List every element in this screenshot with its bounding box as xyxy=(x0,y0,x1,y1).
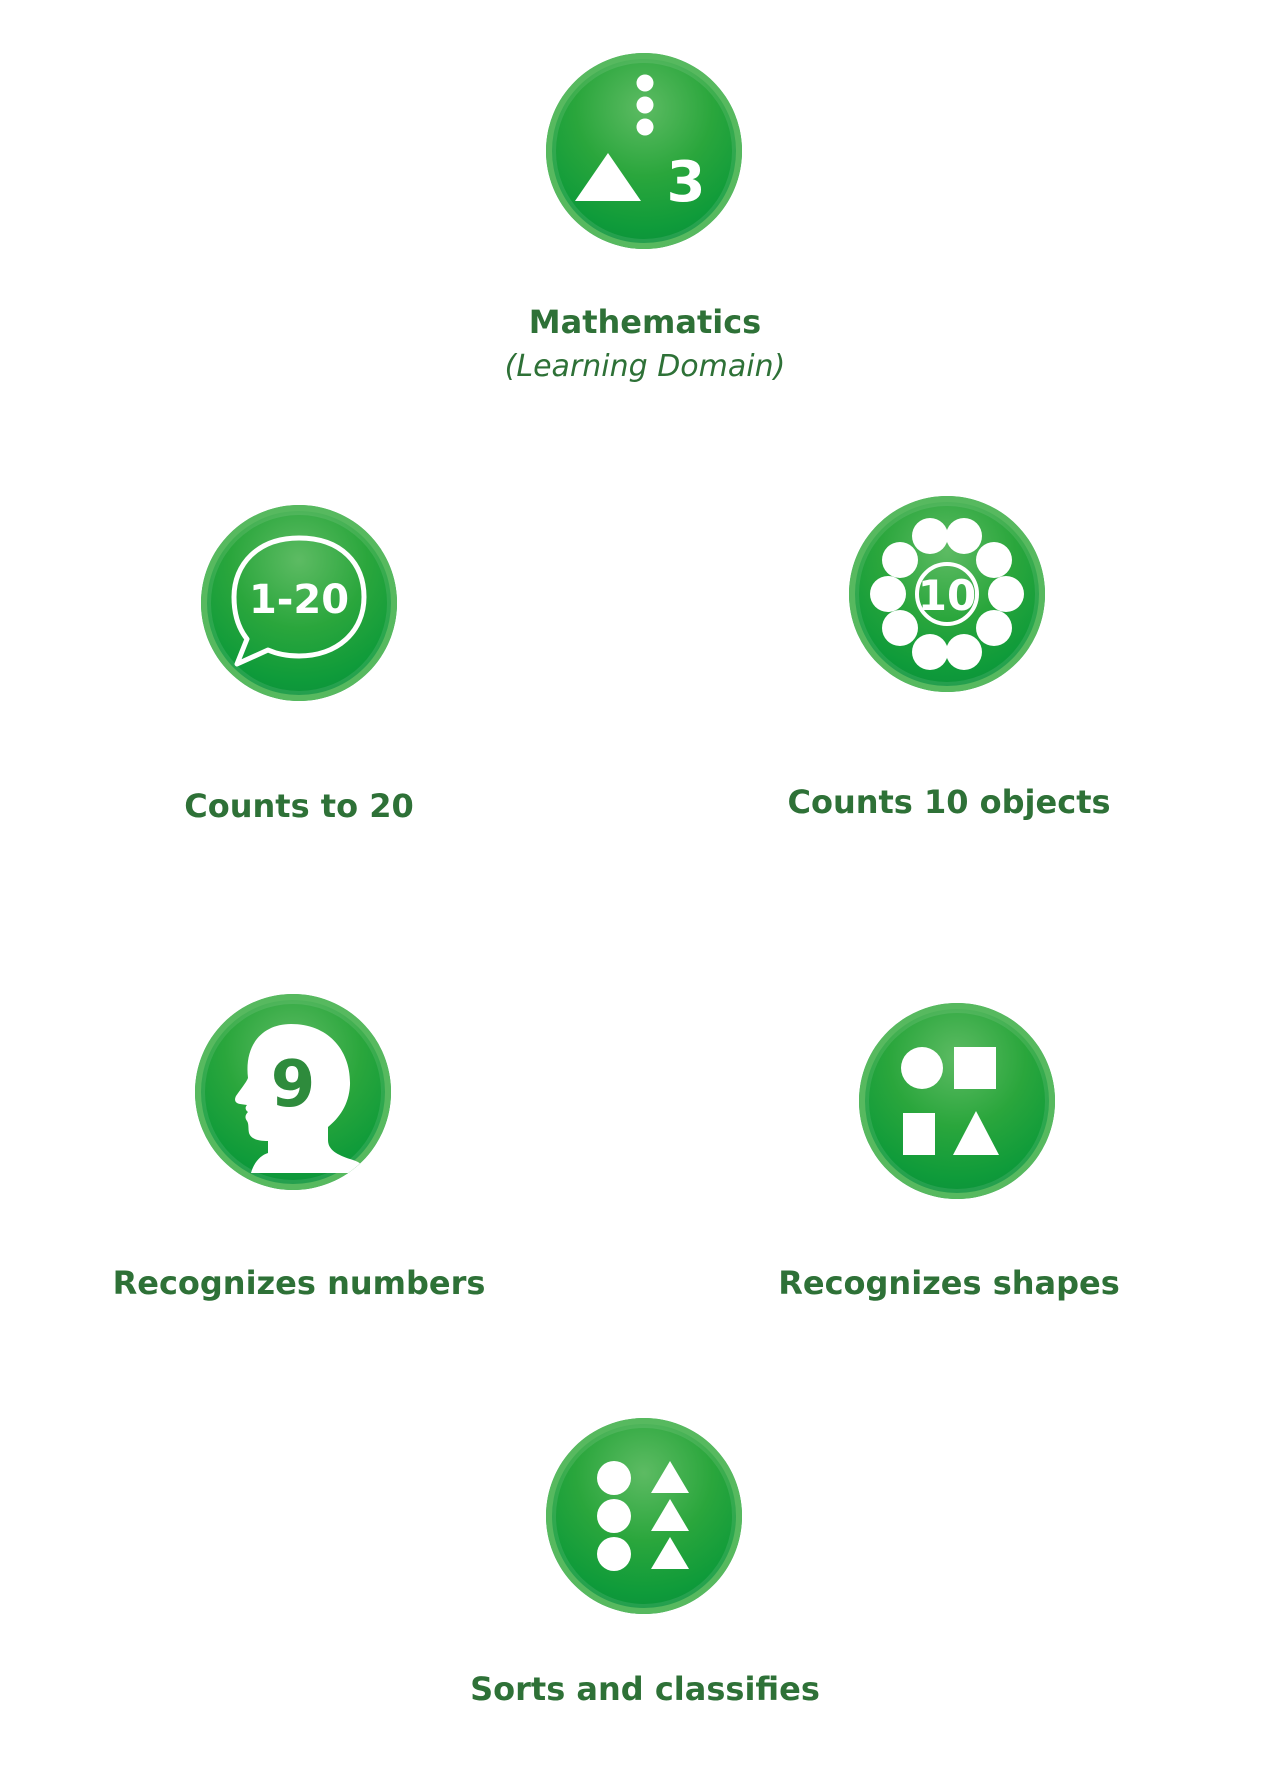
skill-label-recognizes-shapes: Recognizes shapes xyxy=(778,1264,1120,1302)
root-title: Mathematics xyxy=(528,303,762,341)
speech-bubble-count-icon xyxy=(201,505,397,701)
skill-label-sorts-and-classifies: Sorts and classifies xyxy=(470,1670,820,1708)
skill-label-counts-to-20: Counts to 20 xyxy=(184,787,414,825)
head-number-icon xyxy=(195,994,391,1190)
shapes-icon xyxy=(859,1003,1055,1199)
counts-glyph-text: 1-20 xyxy=(248,577,350,623)
ten-circles-icon xyxy=(849,496,1045,692)
math-shapes-numbers-icon xyxy=(546,53,742,249)
ten-glyph-text: 10 xyxy=(917,571,977,620)
skill-label-counts-10-objects: Counts 10 objects xyxy=(787,783,1111,821)
head-glyph-text: 9 xyxy=(270,1048,316,1122)
root-subtitle: (Learning Domain) xyxy=(504,349,786,384)
skill-label-recognizes-numbers: Recognizes numbers xyxy=(112,1264,486,1302)
sort-classify-icon xyxy=(546,1418,742,1614)
root-glyph-text: 3 xyxy=(666,150,706,215)
